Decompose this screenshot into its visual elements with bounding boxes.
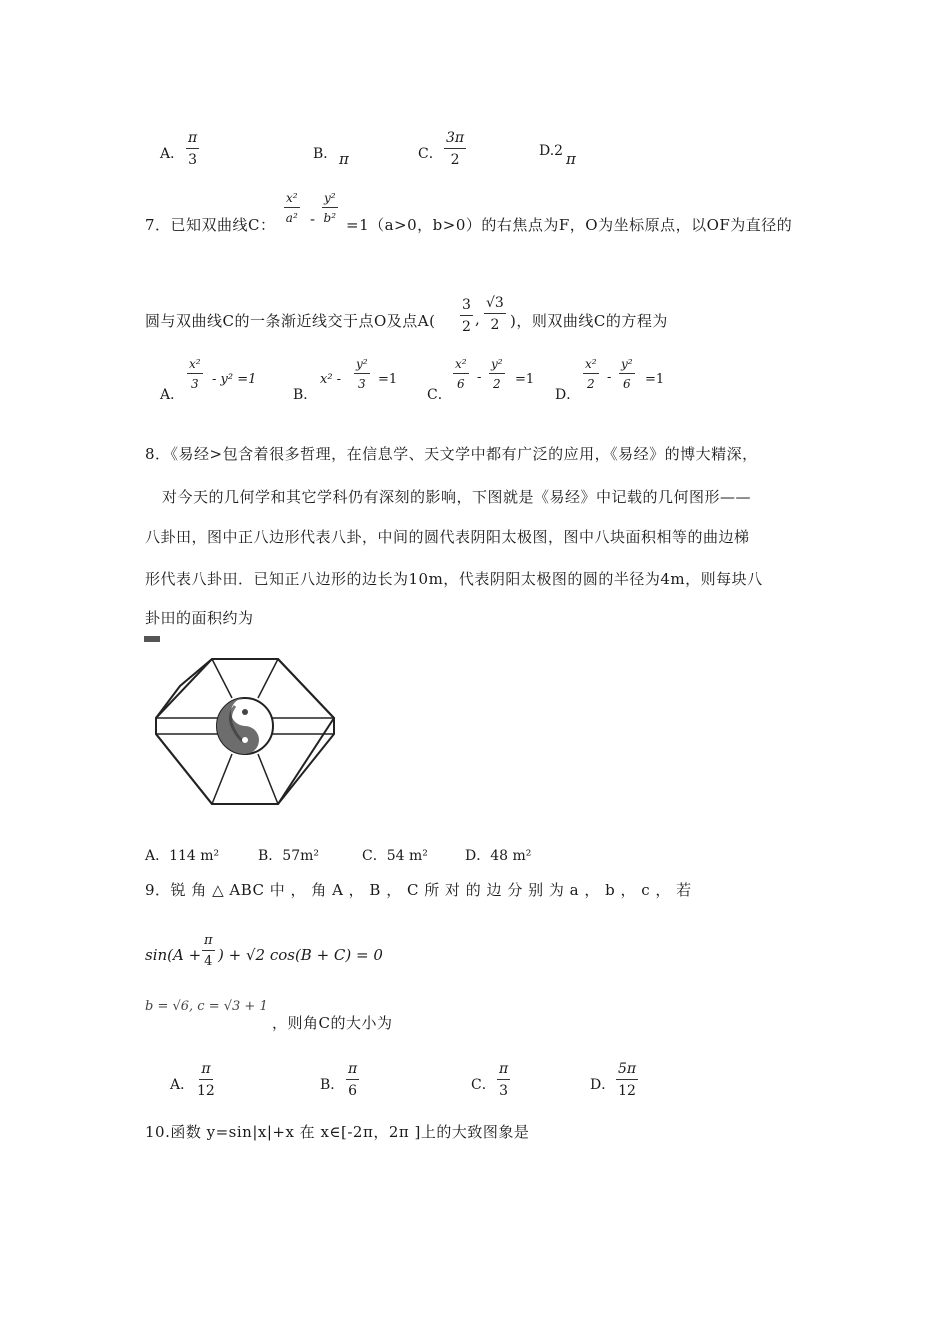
scan-artifact <box>144 636 160 642</box>
q9-option-b-fraction: $\frac{\pi}{6}$ <box>348 1061 358 1099</box>
q7-option-c-fraction-1: $\frac{\text{x²}}{6}$ <box>455 357 467 391</box>
q6-option-a-label: A． <box>160 146 185 162</box>
q9-option-a-fraction: $\frac{\pi}{12}$ <box>197 1061 215 1099</box>
q9-option-d-label: D． <box>590 1077 616 1093</box>
q7-option-c-fraction-2: $\frac{\text{y²}}{2}$ <box>491 357 503 391</box>
q7-option-d-fraction-1: $\frac{\text{x²}}{2}$ <box>585 357 597 391</box>
q9-condition-tail: ，则角C的大小为 <box>272 1014 393 1032</box>
taiji-dot-dark <box>242 709 248 715</box>
q7-option-b-label: B． <box>293 387 318 403</box>
q7-option-b-pre: x² - <box>320 372 342 387</box>
q6-option-c-label: C． <box>418 146 443 162</box>
q7-option-b-rest: =1 <box>378 372 398 387</box>
q9-option-d-fraction: $\frac{5\pi}{12}$ <box>618 1061 637 1099</box>
q6-option-b-label: B． <box>313 146 338 162</box>
q7-option-d-fraction-2: $\frac{\text{y²}}{6}$ <box>621 357 633 391</box>
q6-option-b-value: π <box>339 150 349 168</box>
q8-option-b: B．57m² <box>258 848 319 864</box>
q6-option-c-fraction: $\frac{3\pi}{2}$ <box>446 130 465 168</box>
taiji-dot-light <box>242 737 248 743</box>
q9-option-c-fraction: $\frac{\pi}{3}$ <box>499 1061 509 1099</box>
q7-option-b-fraction: $\frac{\text{y²}}{3}$ <box>356 357 368 391</box>
bagua-octagon-figure <box>140 634 345 814</box>
q6-option-a-fraction: $\frac{\pi}{3}$ <box>188 130 198 168</box>
q6-option-d-label: D.2 <box>539 143 564 159</box>
q9-condition: b = √6, c = √3 + 1 <box>145 999 268 1014</box>
q7-option-d-rest: =1 <box>645 372 665 387</box>
q7-option-d-minus: - <box>607 370 612 385</box>
q8-line-2: 对今天的几何学和其它学科仍有深刻的影响，下图就是《易经》中记载的几何图形—— <box>162 488 752 506</box>
q9-line-1: 9．锐 角 △ ABC 中 ， 角 A ， B ， C 所 对 的 边 分 别 为 a ， b ， c ， 若 <box>145 881 692 899</box>
q9-equation-pre: sin(A + <box>145 946 202 964</box>
q7-fraction-x-a: $\frac{\text{x²}}{\text{a²}}$ <box>285 191 298 225</box>
q7-lead: 7．已知双曲线C： <box>145 216 276 234</box>
q8-line-3: 八卦田，图中正八边形代表八卦，中间的圆代表阴阳太极图，图中八块面积相等的曲边梯 <box>145 528 750 546</box>
q7-option-a-label: A． <box>160 387 185 403</box>
q8-line-1: 8．《易经>包含着很多哲理，在信息学、天文学中都有广泛的应用，《易经》的博大精深， <box>145 445 758 463</box>
q7-fraction-y-b: $\frac{\text{y²}}{\text{b²}}$ <box>323 191 337 225</box>
q7-point-x: $\frac{3}{2}$ <box>462 297 471 335</box>
q7-option-c-rest: =1 <box>515 372 535 387</box>
q7-minus: - <box>310 210 316 228</box>
q7-rest: =1（a>0，b>0）的右焦点为F，O为坐标原点，以OF为直径的 <box>346 216 793 234</box>
q9-option-a-label: A． <box>170 1077 195 1093</box>
q9-option-b-label: B． <box>320 1077 345 1093</box>
q8-line-4: 形代表八卦田．已知正八边形的边长为10m，代表阴阳太极图的圆的半径为4m，则每块八 <box>145 570 763 588</box>
q7-line2-pre: 圆与双曲线C的一条渐近线交于点O及点A( <box>145 312 436 330</box>
q10-line: 10.函数 y=sin|x|+x 在 x∈[-2π，2π ]上的大致图象是 <box>145 1123 530 1141</box>
q7-option-a-rest: - y² =1 <box>212 372 257 387</box>
q7-line2-post: )，则双曲线C的方程为 <box>510 312 668 330</box>
q7-point-comma: , <box>475 310 481 328</box>
q7-point-y: $\frac{√3}{2}$ <box>486 295 504 333</box>
q9-option-c-label: C． <box>471 1077 496 1093</box>
q7-option-a-fraction: $\frac{\text{x²}}{3}$ <box>189 357 201 391</box>
q9-equation-fraction: $\frac{\pi}{4}$ <box>204 933 213 969</box>
q8-line-5: 卦田的面积约为 <box>145 609 254 627</box>
q8-option-d: D．48 m² <box>465 848 532 864</box>
q9-equation-post: ) + √2 cos(B + C) = 0 <box>218 946 383 964</box>
q8-option-a: A．114 m² <box>145 848 220 864</box>
q7-option-d-label: D． <box>555 387 581 403</box>
q8-option-c: C．54 m² <box>362 848 428 864</box>
q7-option-c-minus: - <box>477 370 482 385</box>
q6-option-d-value: π <box>566 150 576 168</box>
q7-option-c-label: C． <box>427 387 452 403</box>
